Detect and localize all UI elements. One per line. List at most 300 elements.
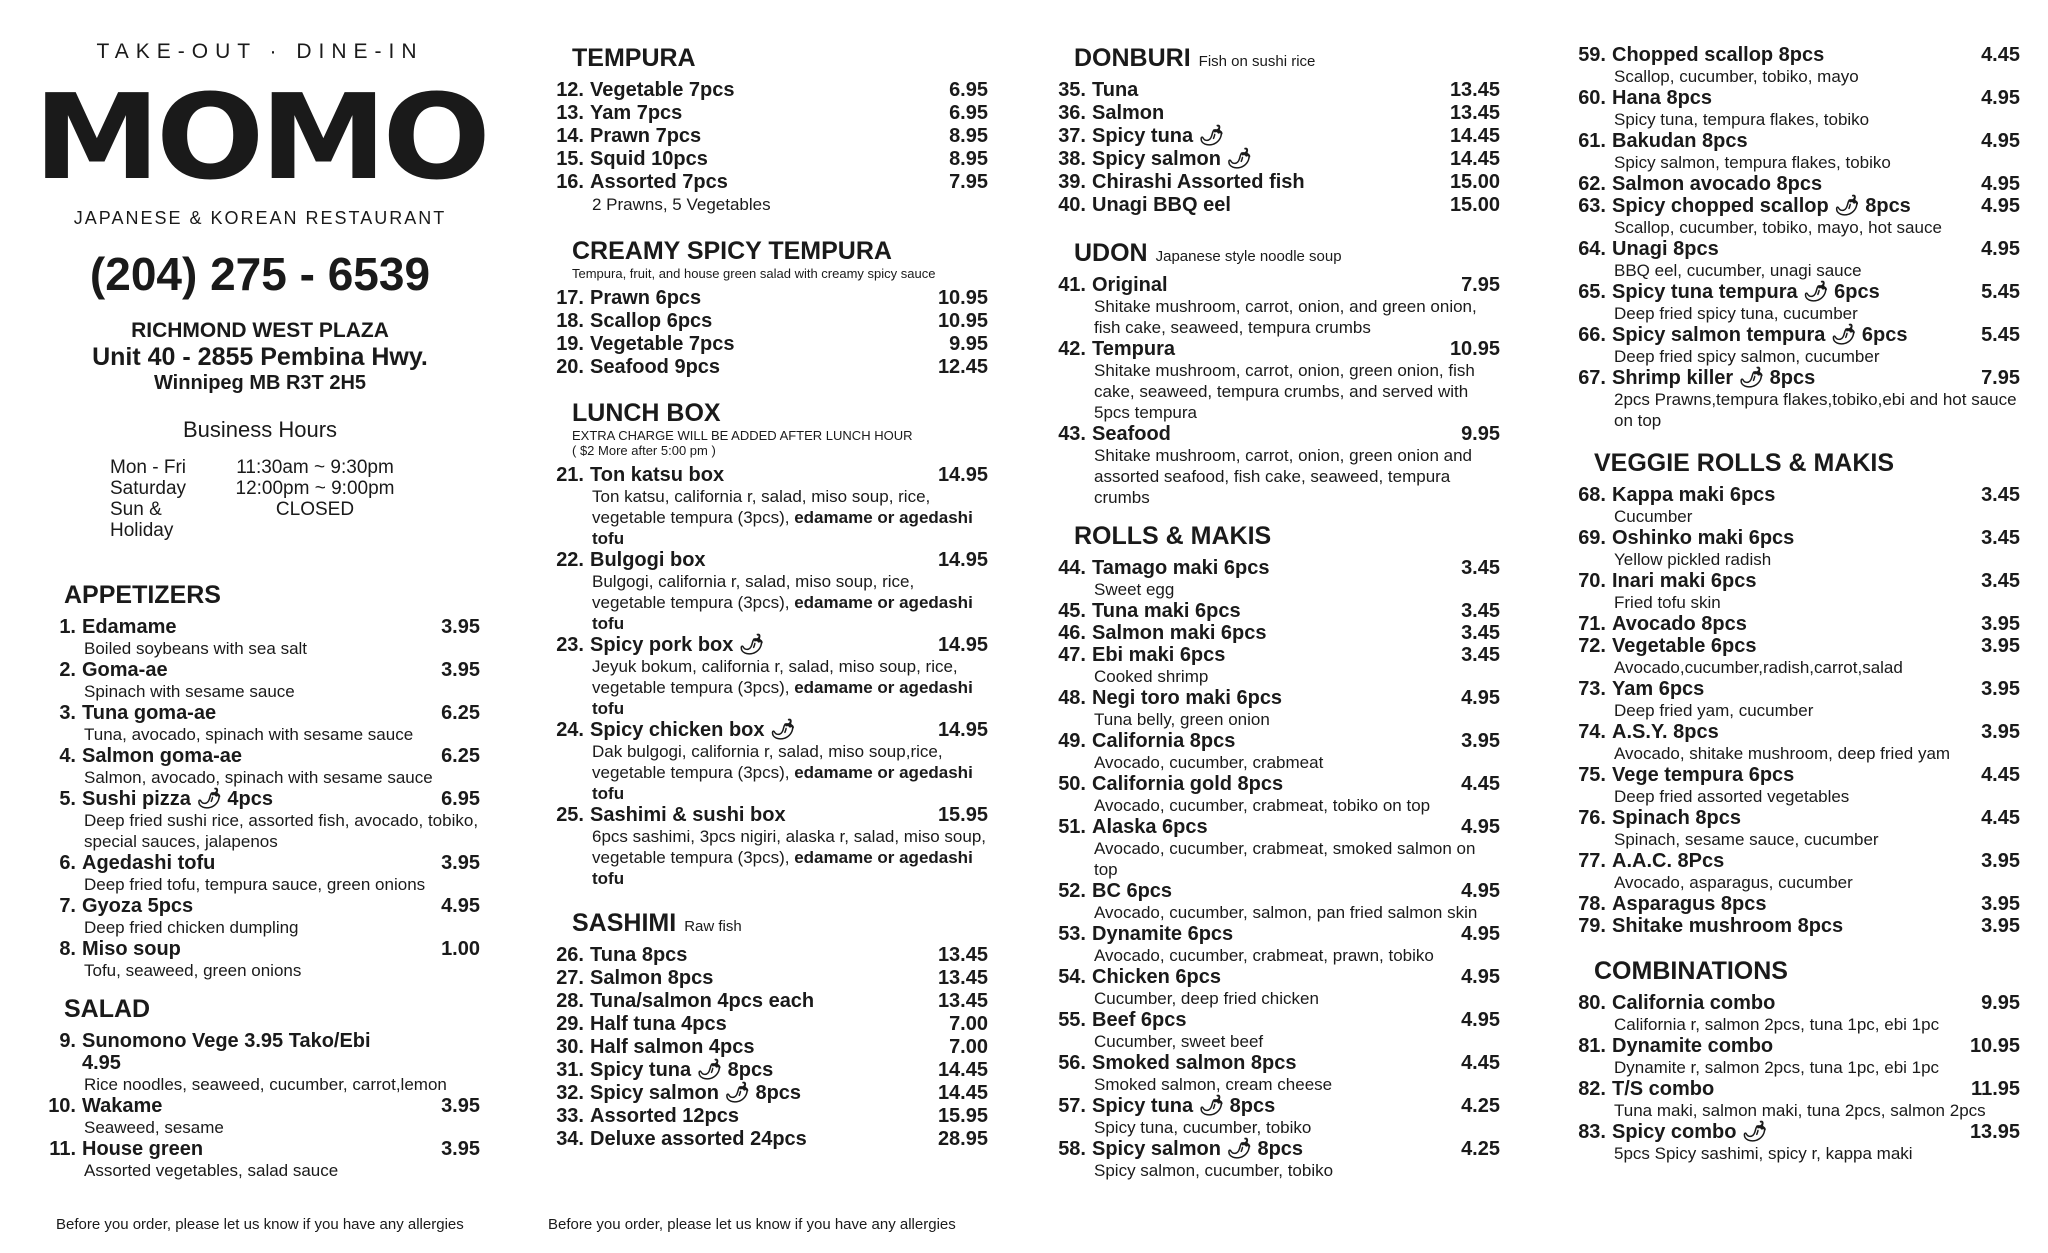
menu-item: [548, 1013, 988, 1036]
item-description: [592, 826, 988, 889]
item-description-text: Avocado, asparagus, cucumber: [1614, 873, 1853, 892]
menu-item: [548, 79, 988, 102]
item-number: 71.: [1578, 613, 1606, 635]
section-lunch: [548, 399, 988, 889]
menu-item: [548, 356, 988, 379]
menu-item: [40, 852, 480, 874]
item-description: [592, 656, 988, 719]
menu-item: [548, 944, 988, 967]
item-description-bold: edamame or agedashi tofu: [592, 763, 973, 803]
item-description: [592, 741, 988, 804]
menu-item: [548, 967, 988, 990]
section-note: ( $2 More after 5:00 pm ): [572, 443, 716, 458]
item-name: Spicy tuna 🌶 8pcs: [590, 1059, 774, 1081]
item-price: 4.45: [1981, 764, 2020, 786]
item-price: 1.00: [441, 938, 480, 960]
item-number: 46.: [1058, 622, 1086, 644]
item-name: Deluxe assorted 24pcs: [590, 1128, 807, 1150]
item-name: Spicy tuna tempura 🌶 6pcs: [1612, 281, 1880, 303]
item-name: Seafood: [1092, 423, 1171, 445]
item-description-text: Deep fried assorted vegetables: [1614, 787, 1850, 806]
menu-item: [548, 1082, 988, 1105]
item-number: 59.: [1578, 44, 1606, 66]
item-name: Alaska 6pcs: [1092, 816, 1208, 838]
item-name: Tuna maki 6pcs: [1092, 600, 1241, 622]
item-description-text: 2 Prawns, 5 Vegetables: [592, 195, 771, 214]
item-description-text: vegetable tempura (3pcs),: [592, 848, 795, 867]
item-price: 3.45: [1981, 527, 2020, 549]
menu-item: [1050, 338, 1500, 360]
item-description-text: Cucumber, sweet beef: [1094, 1032, 1264, 1051]
subtitle: JAPANESE & KOREAN RESTAURANT: [73, 208, 447, 228]
section-title: [572, 399, 988, 428]
item-price: 9.95: [1981, 992, 2020, 1014]
item-description-text: Jeyuk bokum, california r, salad, miso soup, rice,: [592, 657, 958, 676]
menu-item: [1570, 1078, 2020, 1100]
hours-row: [110, 499, 480, 541]
menu-item: [548, 333, 988, 356]
menu-item: [1050, 880, 1500, 902]
item-name: Unagi 8pcs: [1612, 238, 1719, 260]
item-number: 31.: [556, 1059, 584, 1081]
item-price: 6.25: [441, 745, 480, 767]
item-description: [84, 1117, 480, 1138]
item-description-text: Deep fried chicken dumpling: [84, 918, 299, 937]
item-description: [84, 681, 480, 702]
item-number: 18.: [556, 310, 584, 332]
item-name: T/S combo: [1612, 1078, 1715, 1100]
item-number: 13.: [556, 102, 584, 124]
menu-item: [1570, 635, 2020, 657]
item-description-text: 6pcs sashimi, 3pcs nigiri, alaska r, salad, miso soup,: [592, 827, 987, 846]
section-title-text: CREAMY SPICY TEMPURA: [572, 237, 892, 265]
item-description-text: Yellow pickled radish: [1614, 550, 1772, 569]
item-name: Vege tempura 6pcs: [1612, 764, 1795, 786]
item-price: 6.95: [949, 79, 988, 101]
item-price: 7.00: [949, 1013, 988, 1035]
item-name: Dynamite 6pcs: [1092, 923, 1234, 945]
item-price: 6.95: [949, 102, 988, 124]
item-price: 28.95: [937, 1128, 988, 1150]
item-description-text: Tuna, avocado, spinach with sesame sauce: [84, 725, 414, 744]
item-price: 3.45: [1461, 557, 1500, 579]
item-number: 16.: [556, 171, 584, 193]
item-name: Bulgogi box: [590, 549, 706, 571]
item-price: 3.95: [1461, 730, 1500, 752]
section-rolls: [1050, 522, 1500, 1181]
section-creamy: [548, 237, 988, 379]
menu-item: [1050, 423, 1500, 445]
item-description-text: Avocado, shitake mushroom, deep fried yam: [1614, 744, 1951, 763]
item-description: [1614, 152, 2020, 173]
item-number: 65.: [1578, 281, 1606, 303]
item-description: [84, 960, 480, 981]
item-name: Spicy tuna 🌶: [1092, 125, 1225, 147]
item-description: [1614, 1143, 2020, 1164]
item-name: Tuna/salmon 4pcs each: [590, 990, 815, 1012]
item-name: Yam 6pcs: [1612, 678, 1705, 700]
menu-item: [1050, 171, 1500, 194]
item-price: 15.00: [1449, 194, 1500, 216]
item-number: 21.: [556, 464, 584, 486]
item-description: [1614, 506, 2020, 527]
section-title-text: VEGGIE ROLLS & MAKIS: [1594, 449, 1895, 477]
item-number: 60.: [1578, 87, 1606, 109]
item-description: [592, 486, 988, 549]
item-name: Spicy salmon tempura 🌶 6pcs: [1612, 324, 1908, 346]
item-description: [84, 917, 480, 938]
item-number: 22.: [556, 549, 584, 571]
item-number: 27.: [556, 967, 584, 989]
item-number: 9.: [59, 1030, 76, 1052]
item-description-text: Dynamite r, salmon 2pcs, tuna 1pc, ebi 1pc: [1614, 1058, 1940, 1077]
section-sashimi: [548, 909, 988, 1151]
section-appetizers: [40, 581, 480, 981]
item-price: 15.00: [1449, 171, 1500, 193]
item-price: 3.45: [1461, 644, 1500, 666]
item-name: California combo: [1612, 992, 1776, 1014]
item-price: 8.95: [949, 148, 988, 170]
item-name: BC 6pcs: [1092, 880, 1173, 902]
menu-item: [1050, 148, 1500, 171]
menu-item: [1570, 678, 2020, 700]
item-number: 56.: [1058, 1052, 1086, 1074]
item-name: Spicy chopped scallop 🌶 8pcs: [1612, 195, 1911, 217]
item-price: 5.45: [1981, 324, 2020, 346]
item-price: 6.25: [441, 702, 480, 724]
item-name: Prawn 7pcs: [590, 125, 702, 147]
item-number: 39.: [1058, 171, 1086, 193]
section-title-text: APPETIZERS: [64, 581, 221, 609]
item-number: 19.: [556, 333, 584, 355]
item-description-text: Spicy tuna, cucumber, tobiko: [1094, 1118, 1312, 1137]
item-description: [84, 1160, 480, 1181]
hours-time: 11:30am ~ 9:30pm: [236, 457, 394, 478]
item-price: 4.95: [1461, 880, 1500, 902]
item-name: Spicy salmon 🌶: [1092, 148, 1252, 170]
menu-item: [40, 1030, 480, 1074]
item-number: 50.: [1058, 773, 1086, 795]
menu-item: [548, 549, 988, 571]
menu-item: [1050, 274, 1500, 296]
item-name: Original: [1092, 274, 1168, 296]
section-title: [1594, 957, 2020, 986]
menu-item: [40, 702, 480, 724]
item-name: Dynamite combo: [1612, 1035, 1774, 1057]
item-name: Chirashi Assorted fish: [1092, 171, 1305, 193]
item-price: 10.95: [1969, 1035, 2020, 1057]
item-description-text: vegetable tempura (3pcs),: [592, 593, 795, 612]
item-price: 8.95: [949, 125, 988, 147]
menu-item: [548, 1128, 988, 1151]
item-description-bold: edamame or agedashi tofu: [592, 848, 973, 888]
menu-item: [1570, 324, 2020, 346]
item-description-text: Shitake mushroom, carrot, onion, and green onion, fish cake, seaweed, tempura crumbs: [1094, 297, 1477, 337]
item-name: Unagi BBQ eel: [1092, 194, 1231, 216]
section-title-text: DONBURI: [1074, 44, 1191, 72]
item-description: [1614, 303, 2020, 324]
section-combos: [1570, 957, 2020, 1164]
item-name: Spicy chicken box 🌶: [590, 719, 796, 741]
item-price: 4.95: [1981, 238, 2020, 260]
item-description-text: Deep fried spicy salmon, cucumber: [1614, 347, 1880, 366]
item-description-text: Sweet egg: [1094, 580, 1175, 599]
item-description: [1614, 66, 2020, 87]
item-description: [84, 767, 480, 788]
item-number: 25.: [556, 804, 584, 826]
item-name: Asparagus 8pcs: [1612, 893, 1767, 915]
item-number: 38.: [1058, 148, 1086, 170]
tagline: TAKE-OUT · DINE-IN: [96, 40, 424, 63]
item-number: 63.: [1578, 195, 1606, 217]
item-price: 11.95: [1971, 1078, 2020, 1100]
item-description: [1094, 445, 1500, 508]
item-description-text: vegetable tempura (3pcs),: [592, 678, 795, 697]
item-description-text: Dak bulgogi, california r, salad, miso soup,rice,: [592, 742, 943, 761]
menu-item: [548, 464, 988, 486]
menu-item: [40, 1138, 480, 1160]
item-number: 6.: [59, 852, 76, 874]
item-price: 14.45: [937, 1082, 988, 1104]
item-number: 41.: [1058, 274, 1086, 296]
menu-item: [1050, 557, 1500, 579]
item-name: Negi toro maki 6pcs: [1092, 687, 1283, 709]
item-description-text: Shitake mushroom, carrot, onion, green onion, fish cake, seaweed, tempura crumbs, and served with 5pcs tempura: [1094, 361, 1475, 422]
menu-item: [1570, 130, 2020, 152]
section-title: [1074, 239, 1500, 268]
menu-item: [1050, 102, 1500, 125]
item-description-text: Avocado, cucumber, crabmeat, tobiko on top: [1094, 796, 1431, 815]
item-price: 4.25: [1461, 1138, 1500, 1160]
menu-item: [548, 171, 988, 194]
item-price: 6.95: [441, 788, 480, 810]
item-price: 4.95: [1461, 816, 1500, 838]
menu-item: [1570, 893, 2020, 915]
item-price: 3.95: [1981, 915, 2020, 937]
item-number: 80.: [1578, 992, 1606, 1014]
item-description-text: 2pcs Prawns,tempura flakes,tobiko,ebi and hot sauce on top: [1614, 390, 2017, 430]
item-description: [1614, 1014, 2020, 1035]
item-number: 26.: [556, 944, 584, 966]
item-name: Agedashi tofu: [82, 852, 216, 874]
section-title-text: TEMPURA: [572, 44, 696, 72]
allergy-note: Before you order, please let us know if you have any allergies: [548, 1216, 956, 1233]
item-name: Sashimi & sushi box: [590, 804, 786, 826]
item-number: 5.: [59, 788, 76, 810]
hours-time: 12:00pm ~ 9:00pm: [235, 478, 395, 499]
menu-item: [1050, 816, 1500, 838]
item-price: 3.95: [1981, 678, 2020, 700]
section-title-text: COMBINATIONS: [1594, 957, 1788, 985]
menu-item: [1570, 850, 2020, 872]
section-title-text: SASHIMI: [572, 909, 677, 937]
item-price: 3.45: [1981, 570, 2020, 592]
item-name: Assorted 7pcs: [590, 171, 728, 193]
item-price: 4.95: [1981, 173, 2020, 195]
item-number: 7.: [59, 895, 76, 917]
menu-item: [1050, 966, 1500, 988]
item-description-text: Assorted vegetables, salad sauce: [84, 1161, 339, 1180]
menu-item: [1050, 194, 1500, 217]
item-price: 14.95: [937, 634, 988, 656]
item-number: 36.: [1058, 102, 1086, 124]
item-name: California gold 8pcs: [1092, 773, 1284, 795]
item-price: 14.45: [1449, 148, 1500, 170]
item-name: Gyoza 5pcs: [82, 895, 194, 917]
item-number: 82.: [1578, 1078, 1606, 1100]
hours-time: CLOSED: [275, 499, 355, 520]
item-name: Chicken 6pcs: [1092, 966, 1221, 988]
menu-item: [548, 148, 988, 171]
item-number: 29.: [556, 1013, 584, 1035]
menu-item: [1050, 687, 1500, 709]
hours-table: [110, 457, 480, 541]
item-price: 13.45: [1449, 102, 1500, 124]
item-name: Oshinko maki 6pcs: [1612, 527, 1795, 549]
item-name: Vegetable 7pcs: [590, 79, 735, 101]
item-name: Half tuna 4pcs: [590, 1013, 727, 1035]
section-title: [1074, 522, 1500, 551]
menu-item: [1570, 173, 2020, 195]
item-price: 4.45: [1461, 1052, 1500, 1074]
item-price: 13.45: [937, 944, 988, 966]
item-description: [1614, 829, 2020, 850]
item-price: 13.45: [937, 990, 988, 1012]
item-number: 1.: [59, 616, 76, 638]
menu-item: [1570, 1121, 2020, 1143]
item-name: Spinach 8pcs: [1612, 807, 1741, 829]
item-name: Salmon maki 6pcs: [1092, 622, 1267, 644]
menu-item: [1570, 992, 2020, 1014]
item-description-text: Rice noodles, seaweed, cucumber, carrot,lemon: [84, 1075, 447, 1094]
item-price: 3.45: [1461, 600, 1500, 622]
menu-item: [548, 1059, 988, 1082]
item-description-text: Fried tofu skin: [1614, 593, 1721, 612]
item-description: [1094, 795, 1500, 816]
item-description: [1094, 709, 1500, 730]
item-name: Ton katsu box: [590, 464, 725, 486]
item-description: [1094, 1031, 1500, 1052]
hours-title: Business Hours: [182, 417, 338, 442]
item-number: 57.: [1058, 1095, 1086, 1117]
item-description-text: Avocado, cucumber, crabmeat, prawn, tobiko: [1094, 946, 1434, 965]
item-description-text: Deep fried yam, cucumber: [1614, 701, 1814, 720]
item-name: House green: [82, 1138, 204, 1160]
item-description: [1614, 346, 2020, 367]
menu-item: [548, 287, 988, 310]
item-name: Yam 7pcs: [590, 102, 683, 124]
item-description: [1094, 666, 1500, 687]
address-city: Winnipeg MB R3T 2H5: [153, 372, 367, 394]
menu-item: [1570, 195, 2020, 217]
item-price: 4.25: [1461, 1095, 1500, 1117]
hours-day: Mon - Fri: [110, 457, 186, 478]
item-number: 47.: [1058, 644, 1086, 666]
item-price: 14.45: [1449, 125, 1500, 147]
item-description: [1094, 360, 1500, 423]
item-name: Scallop 6pcs: [590, 310, 713, 332]
item-number: 42.: [1058, 338, 1086, 360]
section-title: [572, 909, 988, 938]
item-price: 14.45: [937, 1059, 988, 1081]
hours-row: [110, 478, 480, 499]
item-price: 7.95: [1981, 367, 2020, 389]
item-price: 3.95: [1981, 850, 2020, 872]
item-description: [1614, 109, 2020, 130]
item-description-text: Cucumber, deep fried chicken: [1094, 989, 1319, 1008]
section-title: [64, 581, 480, 610]
item-description-text: Tuna maki, salmon maki, tuna 2pcs, salmon 2pcs: [1614, 1101, 1986, 1120]
item-description: [1094, 1117, 1500, 1138]
item-number: 73.: [1578, 678, 1606, 700]
section-note: Japanese style noodle soup: [1155, 248, 1342, 265]
item-name: Chopped scallop 8pcs: [1612, 44, 1825, 66]
item-description-text: Shitake mushroom, carrot, onion, green onion and assorted seafood, fish cake, seaweed, tempura crumbs: [1094, 446, 1473, 507]
menu-item: [1570, 721, 2020, 743]
item-description-text: Tofu, seaweed, green onions: [84, 961, 302, 980]
item-price: 3.95: [441, 852, 480, 874]
item-description-text: Smoked salmon, cream cheese: [1094, 1075, 1333, 1094]
item-name: Bakudan 8pcs: [1612, 130, 1748, 152]
item-description: [1094, 579, 1500, 600]
item-price: 10.95: [937, 287, 988, 309]
item-name: Tuna goma-ae: [82, 702, 217, 724]
item-number: 17.: [556, 287, 584, 309]
item-price: 3.95: [1981, 721, 2020, 743]
item-number: 15.: [556, 148, 584, 170]
item-number: 51.: [1058, 816, 1086, 838]
item-number: 10.: [48, 1095, 76, 1117]
item-price: 4.45: [1981, 807, 2020, 829]
item-price: 4.95: [1461, 687, 1500, 709]
menu-item: [548, 1105, 988, 1128]
section-note: Tempura, fruit, and house green salad with creamy spicy sauce: [572, 266, 936, 281]
item-number: 68.: [1578, 484, 1606, 506]
item-number: 8.: [59, 938, 76, 960]
menu-item: [40, 745, 480, 767]
menu-item: [1570, 44, 2020, 66]
item-number: 43.: [1058, 423, 1086, 445]
menu-item: [1570, 87, 2020, 109]
item-name: Spicy salmon 🌶 8pcs: [1092, 1138, 1304, 1160]
item-number: 64.: [1578, 238, 1606, 260]
item-name: Sushi pizza 🌶 4pcs: [82, 788, 273, 810]
item-description: [1094, 988, 1500, 1009]
item-name: Ebi maki 6pcs: [1092, 644, 1226, 666]
column-1: [33, 0, 487, 1253]
item-description-text: 5pcs Spicy sashimi, spicy r, kappa maki: [1614, 1144, 1913, 1163]
item-description-text: Cucumber: [1614, 507, 1693, 526]
item-number: 20.: [556, 356, 584, 378]
item-number: 34.: [556, 1128, 584, 1150]
item-number: 52.: [1058, 880, 1086, 902]
item-price: 3.45: [1981, 484, 2020, 506]
item-price: 4.45: [1981, 44, 2020, 66]
item-description-text: Bulgogi, california r, salad, miso soup, rice,: [592, 572, 915, 591]
item-number: 2.: [59, 659, 76, 681]
item-description: [84, 810, 480, 852]
item-description-text: Salmon, avocado, spinach with sesame sauce: [84, 768, 433, 787]
item-price: 15.95: [937, 1105, 988, 1127]
menu-item: [548, 804, 988, 826]
item-name: Spicy tuna 🌶 8pcs: [1092, 1095, 1276, 1117]
item-price: 14.95: [937, 719, 988, 741]
item-price: 4.95: [1461, 923, 1500, 945]
item-number: 28.: [556, 990, 584, 1012]
menu-item: [1570, 570, 2020, 592]
item-description: [1614, 743, 2020, 764]
section-title: [572, 237, 988, 266]
